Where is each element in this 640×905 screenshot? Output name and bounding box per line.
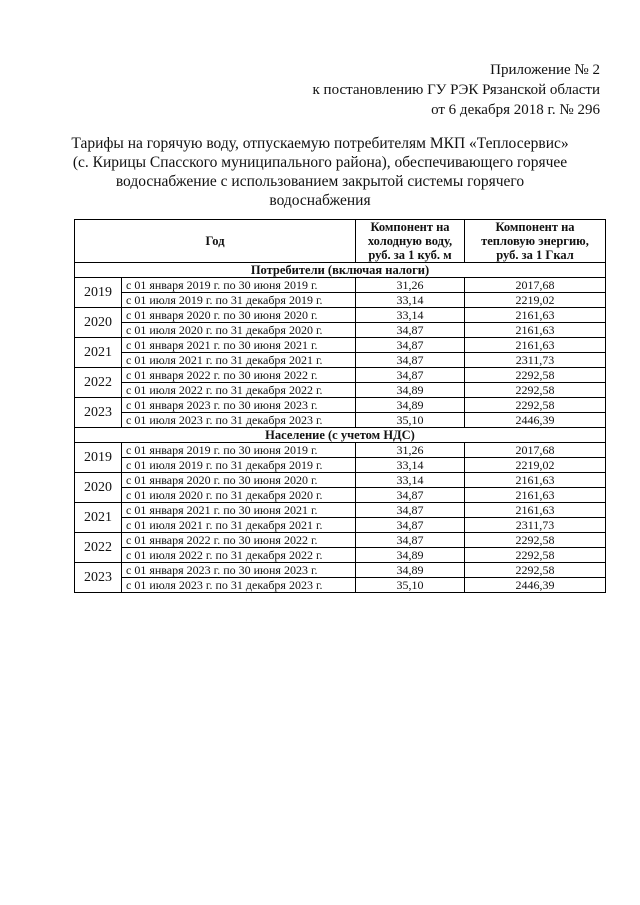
cold-water-value: 34,87 <box>356 368 465 383</box>
year-cell: 2021 <box>75 503 122 533</box>
header-year: Год <box>75 220 356 263</box>
appendix-resolution: к постановлению ГУ РЭК Рязанской области <box>312 82 600 98</box>
cold-water-value: 31,26 <box>356 278 465 293</box>
period-cell: с 01 января 2019 г. по 30 июня 2019 г. <box>122 278 356 293</box>
heat-energy-value: 2292,58 <box>465 533 606 548</box>
cold-water-value: 34,87 <box>356 533 465 548</box>
period-cell: с 01 июля 2022 г. по 31 декабря 2022 г. <box>122 383 356 398</box>
cold-water-value: 34,87 <box>356 338 465 353</box>
cold-water-value: 33,14 <box>356 473 465 488</box>
heat-energy-value: 2292,58 <box>465 398 606 413</box>
period-cell: с 01 января 2020 г. по 30 июня 2020 г. <box>122 473 356 488</box>
tariff-table-body <box>75 263 606 593</box>
header-heat-line-3: руб. за 1 Гкал <box>496 248 574 262</box>
table-row <box>75 323 606 338</box>
cold-water-value: 34,87 <box>356 323 465 338</box>
period-cell: с 01 января 2020 г. по 30 июня 2020 г. <box>122 308 356 323</box>
year-cell: 2020 <box>75 473 122 503</box>
year-cell: 2023 <box>75 398 122 428</box>
cold-water-value: 33,14 <box>356 458 465 473</box>
period-cell: с 01 июля 2023 г. по 31 декабря 2023 г. <box>122 578 356 593</box>
header-heat-energy <box>465 220 606 263</box>
cold-water-value: 34,89 <box>356 548 465 563</box>
title-line-2: (с. Кирицы Спасского муниципального района), обеспечивающего горячее <box>72 154 568 171</box>
period-cell: с 01 января 2022 г. по 30 июня 2022 г. <box>122 368 356 383</box>
header-cold-water <box>356 220 465 263</box>
heat-energy-value: 2219,02 <box>465 458 606 473</box>
cold-water-value: 34,87 <box>356 518 465 533</box>
header-row <box>75 220 606 263</box>
title-line-4: водоснабжения <box>269 192 371 209</box>
table-row <box>75 368 606 383</box>
table-row <box>75 578 606 593</box>
heat-energy-value: 2161,63 <box>465 503 606 518</box>
year-cell: 2022 <box>75 368 122 398</box>
heat-energy-value: 2292,58 <box>465 383 606 398</box>
table-row <box>75 278 606 293</box>
section-row <box>75 263 606 278</box>
cold-water-value: 34,87 <box>356 488 465 503</box>
cold-water-value: 35,10 <box>356 413 465 428</box>
table-row <box>75 548 606 563</box>
header-heat-line-2: тепловую энергию, <box>481 234 589 248</box>
table-row <box>75 443 606 458</box>
table-row <box>75 293 606 308</box>
period-cell: с 01 июля 2021 г. по 31 декабря 2021 г. <box>122 518 356 533</box>
document-header <box>313 60 600 120</box>
appendix-date: от 6 декабря 2018 г. № 296 <box>431 102 600 118</box>
year-cell: 2019 <box>75 443 122 473</box>
cold-water-value: 34,89 <box>356 398 465 413</box>
heat-energy-value: 2017,68 <box>465 443 606 458</box>
section-title: Население (с учетом НДС) <box>75 428 606 443</box>
period-cell: с 01 июля 2020 г. по 31 декабря 2020 г. <box>122 488 356 503</box>
heat-energy-value: 2161,63 <box>465 308 606 323</box>
period-cell: с 01 января 2021 г. по 30 июня 2021 г. <box>122 338 356 353</box>
period-cell: с 01 июля 2020 г. по 31 декабря 2020 г. <box>122 323 356 338</box>
cold-water-value: 34,87 <box>356 503 465 518</box>
period-cell: с 01 июля 2023 г. по 31 декабря 2023 г. <box>122 413 356 428</box>
cold-water-value: 33,14 <box>356 308 465 323</box>
cold-water-value: 34,87 <box>356 353 465 368</box>
heat-energy-value: 2292,58 <box>465 548 606 563</box>
period-cell: с 01 января 2023 г. по 30 июня 2023 г. <box>122 563 356 578</box>
section-title: Потребители (включая налоги) <box>75 263 606 278</box>
heat-energy-value: 2446,39 <box>465 413 606 428</box>
table-row <box>75 353 606 368</box>
cold-water-value: 33,14 <box>356 293 465 308</box>
table-row <box>75 338 606 353</box>
title-line-1: Тарифы на горячую воду, отпускаемую потребителям МКП «Теплосервис» <box>71 135 569 152</box>
heat-energy-value: 2161,63 <box>465 473 606 488</box>
period-cell: с 01 января 2022 г. по 30 июня 2022 г. <box>122 533 356 548</box>
table-row <box>75 383 606 398</box>
period-cell: с 01 января 2019 г. по 30 июня 2019 г. <box>122 443 356 458</box>
tariff-table <box>74 219 606 593</box>
period-cell: с 01 июля 2019 г. по 31 декабря 2019 г. <box>122 458 356 473</box>
year-cell: 2023 <box>75 563 122 593</box>
heat-energy-value: 2311,73 <box>465 353 606 368</box>
period-cell: с 01 июля 2022 г. по 31 декабря 2022 г. <box>122 548 356 563</box>
heat-energy-value: 2292,58 <box>465 368 606 383</box>
heat-energy-value: 2161,63 <box>465 488 606 503</box>
table-row <box>75 398 606 413</box>
cold-water-value: 34,89 <box>356 563 465 578</box>
table-row <box>75 473 606 488</box>
header-cold-line-3: руб. за 1 куб. м <box>368 248 452 262</box>
table-row <box>75 533 606 548</box>
period-cell: с 01 января 2021 г. по 30 июня 2021 г. <box>122 503 356 518</box>
cold-water-value: 34,89 <box>356 383 465 398</box>
year-cell: 2020 <box>75 308 122 338</box>
table-row <box>75 518 606 533</box>
header-cold-line-2: холодную воду, <box>367 234 453 248</box>
section-row <box>75 428 606 443</box>
heat-energy-value: 2446,39 <box>465 578 606 593</box>
table-row <box>75 458 606 473</box>
cold-water-value: 35,10 <box>356 578 465 593</box>
heat-energy-value: 2017,68 <box>465 278 606 293</box>
heat-energy-value: 2219,02 <box>465 293 606 308</box>
period-cell: с 01 июля 2019 г. по 31 декабря 2019 г. <box>122 293 356 308</box>
heat-energy-value: 2311,73 <box>465 518 606 533</box>
title-line-3: водоснабжение с использованием закрытой системы горячего <box>115 173 525 190</box>
document-title <box>60 134 580 210</box>
heat-energy-value: 2161,63 <box>465 323 606 338</box>
table-row <box>75 308 606 323</box>
appendix-number: Приложение № 2 <box>490 62 600 78</box>
tariff-table-header <box>75 220 606 263</box>
heat-energy-value: 2292,58 <box>465 563 606 578</box>
table-row <box>75 488 606 503</box>
header-cold-line-1: Компонент на <box>370 220 450 234</box>
table-row <box>75 563 606 578</box>
cold-water-value: 31,26 <box>356 443 465 458</box>
heat-energy-value: 2161,63 <box>465 338 606 353</box>
header-heat-line-1: Компонент на <box>495 220 575 234</box>
period-cell: с 01 января 2023 г. по 30 июня 2023 г. <box>122 398 356 413</box>
year-cell: 2021 <box>75 338 122 368</box>
year-cell: 2019 <box>75 278 122 308</box>
table-row <box>75 413 606 428</box>
table-row <box>75 503 606 518</box>
year-cell: 2022 <box>75 533 122 563</box>
period-cell: с 01 июля 2021 г. по 31 декабря 2021 г. <box>122 353 356 368</box>
